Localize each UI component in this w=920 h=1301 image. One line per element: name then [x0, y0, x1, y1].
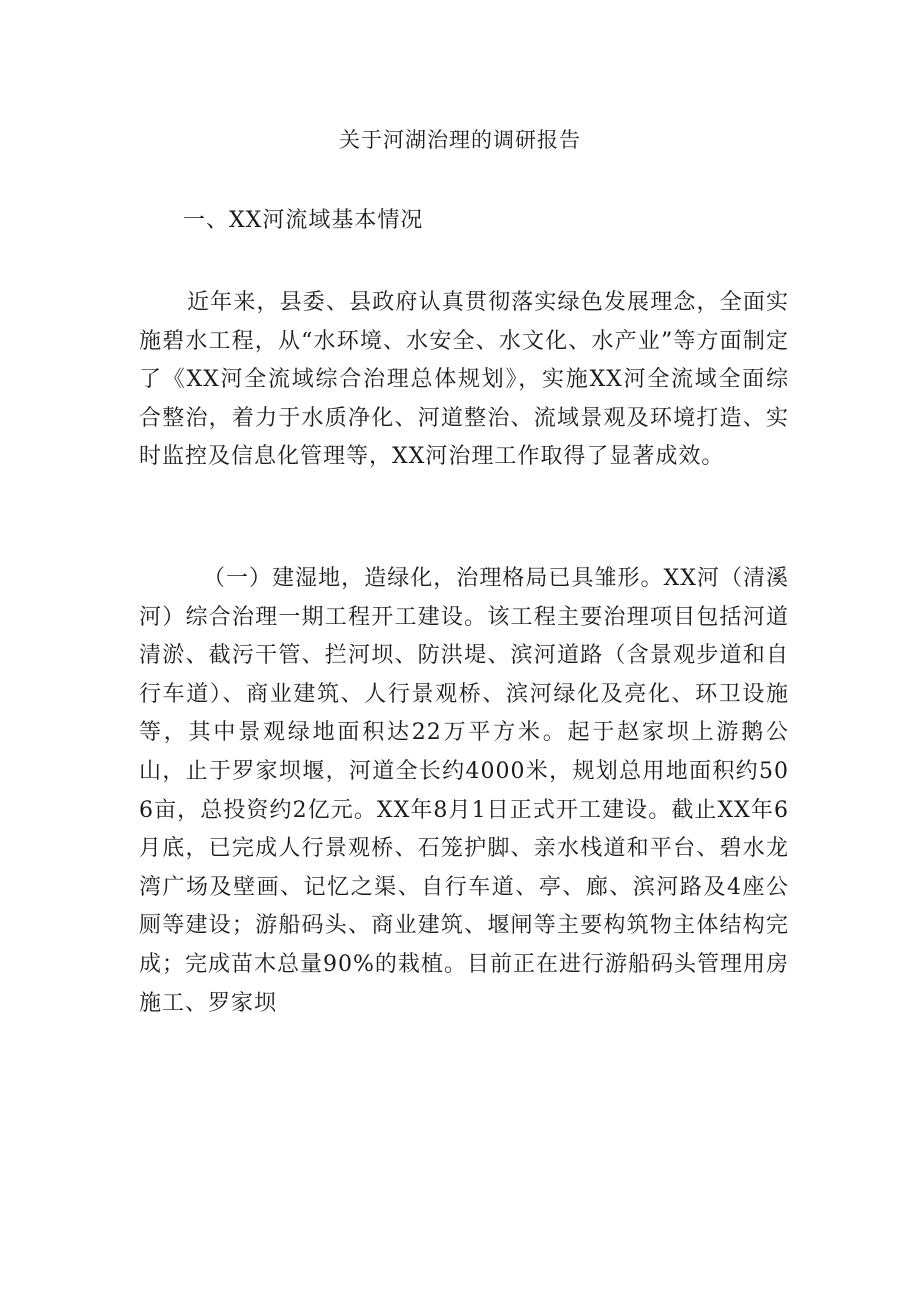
- body-paragraph-overview: 近年来，县委、县政府认真贯彻落实绿色发展理念，全面实施碧水工程，从“水环境、水安全、水文化、水产业”等方面制定了《XX河全流域综合治理总体规划》，实施XX河全流域全面综合整治，着力于水质净化、河道整治、流域景观及环境打造、实时监控及信息化管理等，XX河治理工作取得了显著成效。: [139, 290, 789, 470]
- body-paragraph-wetland-greening: （一）建湿地，造绿化，治理格局已具雏形。XX河（清溪河）综合治理一期工程开工建设。该工程主要治理项目包括河道清淤、截污干管、拦河坝、防洪堤、滨河道路（含景观步道和自行车道）、商业建筑、人行景观桥、滨河绿化及亮化、环卫设施等，其中景观绿地面积达22万平方米。起于赵家坝上游鹅公山，止于罗家坝堰，河道全长约4000米，规划总用地面积约506亩，总投资约2亿元。XX年8月1日正式开工建设。截止XX年6月底，已完成人行景观桥、石笼护脚、亲水栈道和平台、碧水龙湾广场及壁画、记忆之渠、自行车道、亭、廊、滨河路及4座公厕等建设；游船码头、商业建筑、堰闸等主要构筑物主体结构完成；完成苗木总量90%的栽植。目前正在进行游船码头管理用房施工、罗家坝: [139, 566, 789, 1016]
- section-heading: 一、XX河流域基本情况: [183, 208, 424, 233]
- document-title: 关于河湖治理的调研报告: [339, 128, 581, 152]
